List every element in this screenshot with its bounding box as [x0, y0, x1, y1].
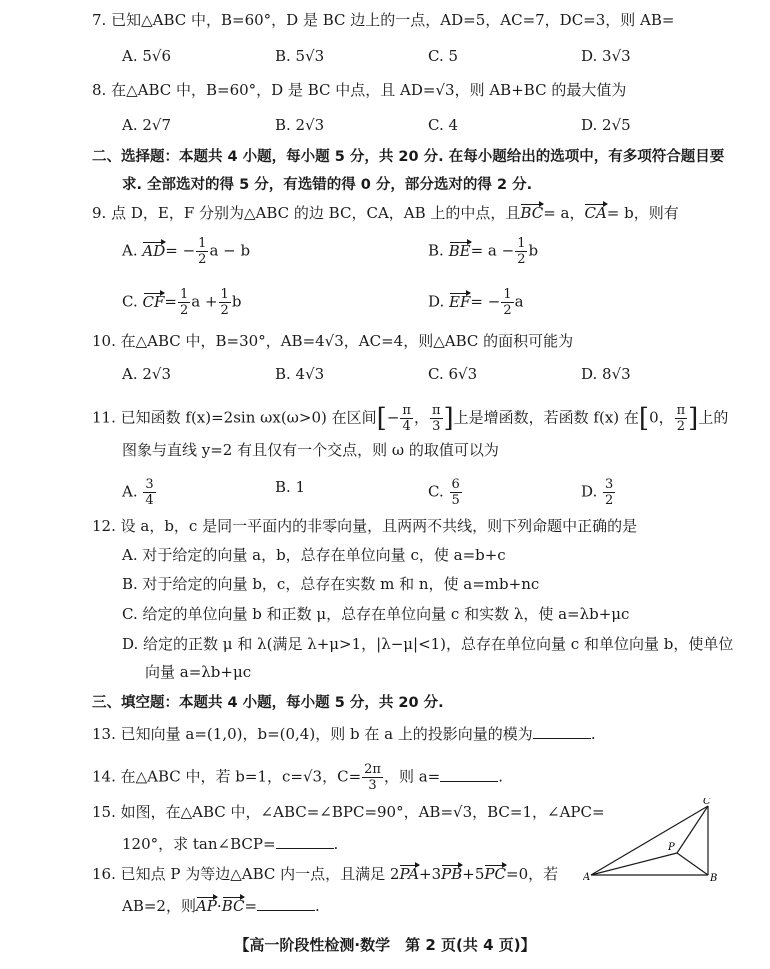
q8-option-d: D. 2√5 — [581, 116, 631, 134]
q12-option-a: A. 对于给定的向量 a，b，总存在单位向量 c，使 a=b+c — [122, 546, 506, 564]
q8-option-a: A. 2√7 — [122, 116, 172, 134]
q8-stem: 8. 在△ABC 中，B=60°，D 是 BC 中点，且 AD=√3，则 AB+BC 的最大值为 — [92, 81, 627, 99]
fraction: $\frac{\pi}{3}$ — [431, 403, 441, 434]
section3-heading: 三、填空题：本题共 4 小题，每小题 5 分，共 20 分. — [92, 695, 444, 711]
label-a: A — [583, 872, 591, 882]
label-c: C — [703, 798, 711, 807]
triangle-figure — [583, 798, 723, 882]
section2-heading-line2: 求. 全部选对的得 5 分，有选错的得 0 分，部分选对的得 2 分. — [122, 177, 533, 193]
q11-option-a: A. $\frac{3}{4}$ — [122, 477, 154, 508]
fraction: $\frac{1}{2}$ — [179, 287, 189, 318]
q12-option-c: C. 给定的单位向量 b 和正数 μ，总存在单位向量 c 和实数 λ，使 a=λb+μc — [122, 605, 630, 623]
q11-stem-line1: 11. 已知函数 f(x)=2sin ωx(ω>0) 在区间[− $\frac{\pi}{4}$ ， $\frac{\pi}{3}$ ]上是增函数，若函数 f(x) 在[0， $\frac{\pi}{2}$ ]上的 — [92, 403, 729, 434]
segment-cp — [677, 806, 708, 853]
fraction: $\frac{6}{5}$ — [451, 477, 460, 508]
vector-ca: CA — [584, 204, 607, 222]
q10-option-b: B. 4√3 — [275, 365, 325, 383]
fraction: $\frac{1}{2}$ — [220, 287, 229, 318]
answer-blank[interactable] — [533, 724, 591, 739]
q12-option-b: B. 对于给定的向量 b，c，总存在实数 m 和 n，使 a=mb+nc — [122, 575, 540, 593]
q11-option-c: C. $\frac{6}{5}$ — [428, 477, 460, 508]
answer-blank[interactable] — [257, 896, 315, 911]
q12-option-d-line2: 向量 a=λb+μc — [145, 663, 252, 681]
fraction: $\frac{1}{2}$ — [503, 287, 512, 318]
q9-option-c: C. CF= $\frac{1}{2}$ a + $\frac{1}{2}$ b — [122, 287, 242, 318]
q15-stem-line1: 15. 如图，在△ABC 中，∠ABC=∠BPC=90°，AB=√3，BC=1，∠APC= — [92, 803, 605, 821]
answer-blank[interactable] — [440, 767, 498, 782]
segment-ac — [591, 806, 708, 875]
vector-bc: BC — [520, 204, 544, 222]
q12-stem: 12. 设 a，b，c 是同一平面内的非零向量，且两两不共线，则下列命题中正确的是 — [92, 517, 638, 535]
q11-option-b: B. 1 — [275, 478, 306, 496]
q7-stem: 7. 已知△ABC 中，B=60°，D 是 BC 边上的一点，AD=5，AC=7，DC=3，则 AB= — [92, 11, 675, 29]
q9-option-d: D. EF= − $\frac{1}{2}$ a — [428, 287, 524, 318]
q10-option-a: A. 2√3 — [122, 365, 172, 383]
fraction: $\frac{2\pi}{3}$ — [364, 762, 381, 793]
q12-option-d-line1: D. 给定的正数 μ 和 λ(满足 λ+μ>1，|λ−μ|<1)，总存在单位向量 c 和单位向量 b，使单位 — [122, 635, 734, 653]
q11-option-d: D. $\frac{3}{2}$ — [581, 477, 614, 508]
fraction: $\frac{3}{4}$ — [145, 477, 154, 508]
q15-stem-line2: 120°，求 tan∠BCP= . — [122, 835, 339, 853]
q7-option-b: B. 5√3 — [275, 47, 325, 65]
q7-option-a: A. 5√6 — [122, 47, 172, 65]
fraction: $\frac{3}{2}$ — [605, 477, 614, 508]
q11-stem-line2: 图象与直线 y=2 有且仅有一个交点，则 ω 的取值可以为 — [122, 441, 499, 459]
fraction: $\frac{1}{2}$ — [198, 236, 207, 267]
q10-option-c: C. 6√3 — [428, 365, 478, 383]
q13-stem: 13. 已知向量 a=(1,0)，b=(0,4)，则 b 在 a 上的投影向量的模为 . — [92, 725, 596, 743]
segment-ap — [591, 853, 677, 875]
q14-stem: 14. 在△ABC 中，若 b=1，c=√3，C= $\frac{2\pi}{3}$ ，则 a= . — [92, 762, 504, 793]
q8-option-c: C. 4 — [428, 116, 459, 134]
section2-heading-line1: 二、选择题：本题共 4 小题，每小题 5 分，共 20 分. 在每小题给出的选项中，有多项符合题目要 — [92, 149, 725, 165]
fraction: $\frac{\pi}{4}$ — [402, 403, 411, 434]
q7-option-c: C. 5 — [428, 47, 459, 65]
q9-option-b: B. BE= a − $\frac{1}{2}$ b — [428, 236, 539, 267]
q16-stem-line2: AB=2，则AP·BC= . — [122, 897, 320, 915]
q16-stem-line1: 16. 已知点 P 为等边△ABC 内一点，且满足 2PA+3PB+5PC=0，若 — [92, 865, 559, 883]
label-p: P — [668, 842, 675, 853]
answer-blank[interactable] — [276, 834, 334, 849]
q10-option-d: D. 8√3 — [581, 365, 631, 383]
q10-stem: 10. 在△ABC 中，B=30°，AB=4√3，AC=4，则△ABC 的面积可能为 — [92, 332, 574, 350]
fraction: $\frac{\pi}{2}$ — [676, 403, 686, 434]
q9-stem: 9. 点 D，E，F 分别为△ABC 的边 BC，CA，AB 上的中点，且BC= a，CA= b，则有 — [92, 204, 679, 222]
segment-bp — [677, 853, 708, 875]
q9-option-a: A. AD= − $\frac{1}{2}$ a − b — [122, 236, 251, 267]
page-footer: 【高一阶段性检测·数学 第 2 页(共 4 页)】 — [234, 936, 536, 954]
q8-option-b: B. 2√3 — [275, 116, 325, 134]
label-b: B — [710, 873, 718, 882]
fraction: $\frac{1}{2}$ — [517, 236, 526, 267]
q7-option-d: D. 3√3 — [581, 47, 631, 65]
